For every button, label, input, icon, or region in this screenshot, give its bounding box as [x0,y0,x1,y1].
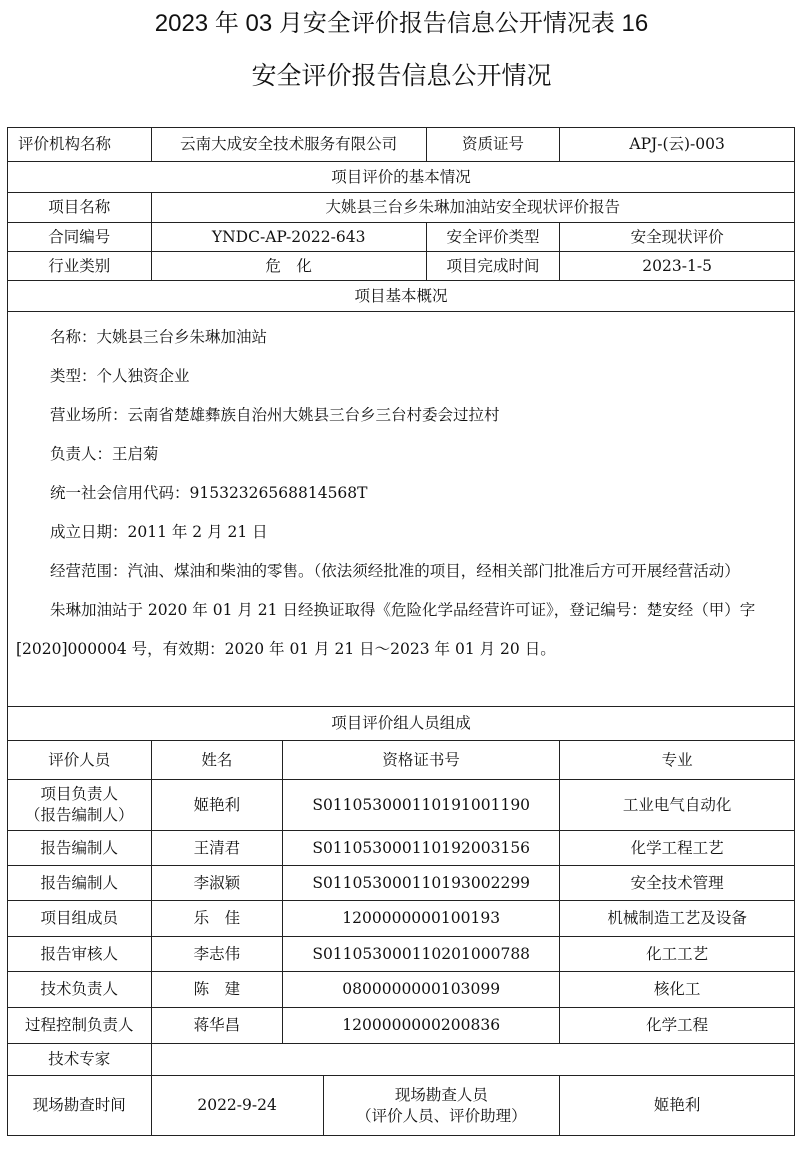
table-row [8,866,795,901]
role-cell: 报告审核人 [8,937,152,972]
name-cell: 王清君 [151,831,283,866]
cert-cell: S011053000110191001190 [283,780,560,831]
survey-people: 姬艳利 [560,1076,795,1136]
survey-time: 2022-9-24 [151,1076,323,1136]
disclosure-table [7,127,795,1136]
name-cell: 蒋华昌 [151,1008,283,1044]
table-row [8,780,795,831]
survey-time-label: 现场勘查时间 [8,1076,152,1136]
org-label: 评价机构名称 [8,128,152,162]
role-cell: 报告编制人 [8,831,152,866]
role-cell: 项目负责人 （报告编制人） [8,780,152,831]
major-cell: 安全技术管理 [560,866,795,901]
industry-value: 危 化 [151,252,426,281]
column-header: 姓名 [151,741,283,780]
name-cell: 李淑颖 [151,866,283,901]
overview-line: 负责人：王启菊 [50,445,159,463]
evaluation-type: 安全现状评价 [560,223,795,252]
cert-label: 资质证号 [426,128,560,162]
business-scope: 经营范围：汽油、煤油和柴油的零售。（依法须经批准的项目，经相关部门批准后方可开展经营活动） [50,562,740,580]
role-cell: 报告编制人 [8,866,152,901]
basic-heading: 项目评价的基本情况 [8,162,795,193]
industry-row [8,252,795,281]
project-name-label: 项目名称 [8,193,152,223]
expert-value [151,1044,794,1076]
project-name: 大姚县三台乡朱琳加油站安全现状评价报告 [151,193,794,223]
table-row [8,1008,795,1044]
completion-date: 2023-1-5 [560,252,795,281]
cert-cell: 0800000000103099 [283,972,560,1008]
contract-row [8,223,795,252]
role-cell: 技术负责人 [8,972,152,1008]
major-cell: 工业电气自动化 [560,780,795,831]
document-title: 2023 年 03 月安全评价报告信息公开情况表 16 [154,10,649,37]
name-cell: 陈 建 [151,972,283,1008]
expert-label: 技术专家 [8,1044,152,1076]
expert-row [8,1044,795,1076]
column-header: 专业 [560,741,795,780]
cert-cell: 1200000000100193 [283,901,560,937]
overview-heading: 项目基本概况 [8,281,795,312]
overview-line: 成立日期：2011 年 2 月 21 日 [50,523,268,541]
major-cell: 化学工程 [560,1008,795,1044]
completion-label: 项目完成时间 [426,252,560,281]
name-cell: 李志伟 [151,937,283,972]
cert-cell: S011053000110201000788 [283,937,560,972]
org-value: 云南大成安全技术服务有限公司 [151,128,426,162]
role-cell: 过程控制负责人 [8,1008,152,1044]
table-row [8,831,795,866]
overview-line: 类型：个人独资企业 [50,367,190,385]
document-subtitle: 安全评价报告信息公开情况 [251,62,552,90]
table-row [8,937,795,972]
contract-number: YNDC-AP-2022-643 [151,223,426,252]
major-cell: 机械制造工艺及设备 [560,901,795,937]
project-name-row [8,193,795,223]
cert-cell: S011053000110193002299 [283,866,560,901]
team-heading: 项目评价组人员组成 [8,707,795,741]
name-cell: 姬艳利 [151,780,283,831]
cert-cell: 1200000000200836 [283,1008,560,1044]
license-info: 朱琳加油站于 2020 年 01 月 21 日经换证取得《危险化学品经营许可证》，登记编号：楚安经（甲）字[2020]000004 号，有效期：2020 年 01 月 21 日～2023 年 01 月 20 日。 [16,601,756,658]
overview-line: 营业场所：云南省楚雄彝族自治州大姚县三台乡三台村委会过拉村 [50,406,500,424]
org-row [8,128,795,162]
column-header: 资格证书号 [283,741,560,780]
major-cell: 核化工 [560,972,795,1008]
column-header: 评价人员 [8,741,152,780]
survey-row [8,1076,795,1136]
table-row [8,972,795,1008]
industry-label: 行业类别 [8,252,152,281]
table-row [8,901,795,937]
team-header-row [8,741,795,780]
contract-label: 合同编号 [8,223,152,252]
major-cell: 化工工艺 [560,937,795,972]
survey-people-label: 现场勘查人员 （评价人员、评价助理） [323,1076,560,1136]
major-cell: 化学工程工艺 [560,831,795,866]
overview-body [8,312,795,707]
overview-line: 名称：大姚县三台乡朱琳加油站 [50,328,268,346]
cert-cell: S011053000110192003156 [283,831,560,866]
role-cell: 项目组成员 [8,901,152,937]
evaluation-type-label: 安全评价类型 [426,223,560,252]
name-cell: 乐 佳 [151,901,283,937]
cert-value: APJ-(云)-003 [560,128,795,162]
overview-line: 统一社会信用代码：91532326568814568T [50,484,368,502]
